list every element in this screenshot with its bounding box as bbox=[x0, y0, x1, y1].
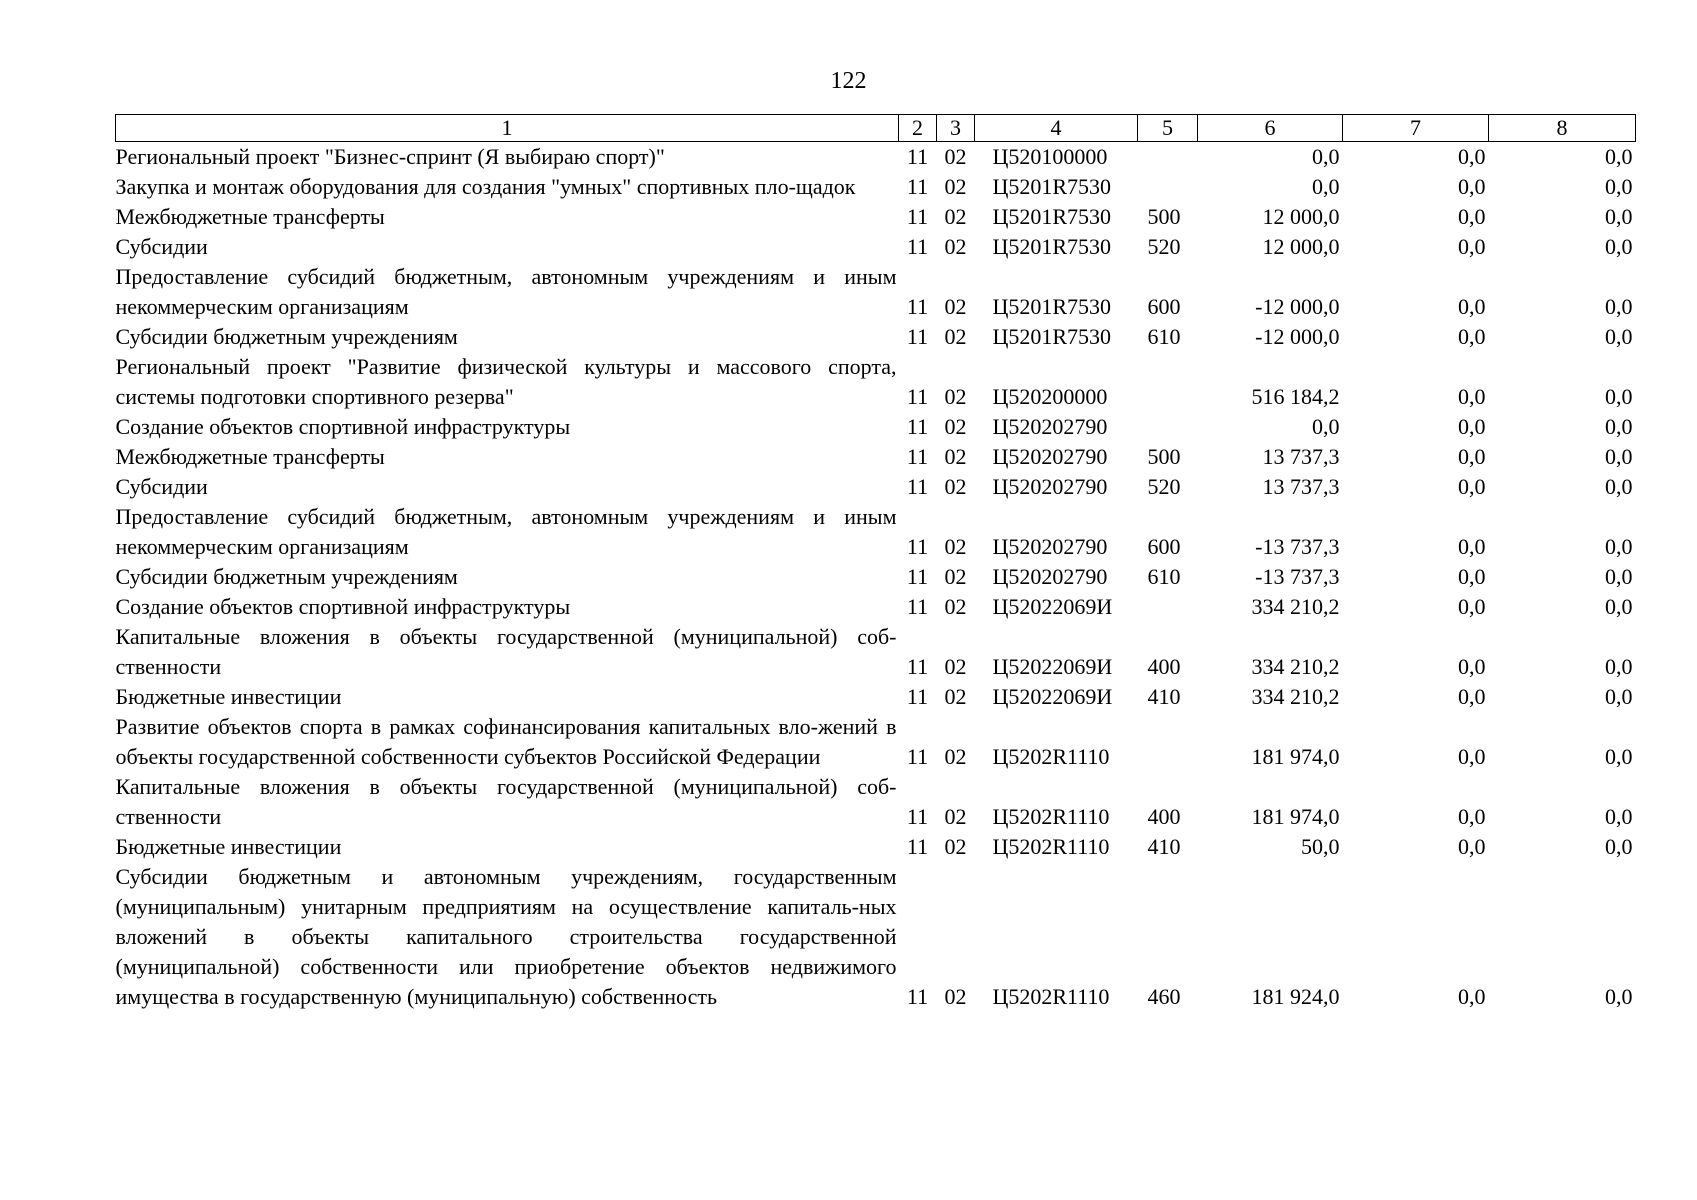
row-name-cell: Создание объектов спортивной инфраструктуры bbox=[115, 414, 571, 439]
expense-type-cell bbox=[1138, 142, 1198, 173]
expense-type-cell bbox=[1138, 352, 1198, 412]
column-header-5: 5 bbox=[1138, 115, 1198, 142]
amount-col8-cell: 0,0 bbox=[1605, 204, 1633, 229]
expense-type-cell: 610 bbox=[1147, 324, 1181, 349]
amount-col6-cell: -12 000,0 bbox=[1255, 324, 1340, 349]
amount-col7-cell: 0,0 bbox=[1458, 144, 1486, 169]
amount-col6-cell: 181 924,0 bbox=[1251, 984, 1340, 1009]
target-article-cell: Ц520202790 bbox=[992, 444, 1108, 469]
target-article-cell: Ц52022069И bbox=[992, 684, 1113, 709]
razdel-cell: 11 bbox=[906, 804, 929, 829]
table-row bbox=[116, 712, 1636, 772]
amount-col6-cell: 0,0 bbox=[1312, 144, 1340, 169]
podrazdel-cell: 02 bbox=[944, 174, 967, 199]
podrazdel-cell: 02 bbox=[944, 684, 967, 709]
amount-col8-cell: 0,0 bbox=[1605, 564, 1633, 589]
amount-col8-cell: 0,0 bbox=[1605, 594, 1633, 619]
amount-col6-cell: 0,0 bbox=[1312, 174, 1340, 199]
column-header-7: 7 bbox=[1343, 115, 1489, 142]
column-header-3: 3 bbox=[937, 115, 975, 142]
row-name-cell: Региональный проект "Развитие физической культуры и массового спорта, системы подготовки спортивного резерва" bbox=[115, 354, 897, 409]
expense-type-cell: 410 bbox=[1147, 834, 1181, 859]
row-name-cell: Капитальные вложения в объекты государственной (муниципальной) соб-ственности bbox=[115, 774, 897, 829]
podrazdel-cell: 02 bbox=[944, 654, 967, 679]
amount-col8-cell: 0,0 bbox=[1605, 744, 1633, 769]
amount-col7-cell: 0,0 bbox=[1458, 294, 1486, 319]
amount-col7-cell: 0,0 bbox=[1458, 444, 1486, 469]
amount-col7-cell: 0,0 bbox=[1458, 594, 1486, 619]
amount-col6-cell: 12 000,0 bbox=[1262, 204, 1340, 229]
expense-type-cell bbox=[1138, 172, 1198, 202]
razdel-cell: 11 bbox=[906, 204, 929, 229]
amount-col6-cell: 334 210,2 bbox=[1251, 654, 1340, 679]
table-row bbox=[116, 142, 1636, 173]
amount-col7-cell: 0,0 bbox=[1458, 564, 1486, 589]
table-row bbox=[116, 442, 1636, 472]
amount-col8-cell: 0,0 bbox=[1605, 474, 1633, 499]
amount-col8-cell: 0,0 bbox=[1605, 384, 1633, 409]
amount-col6-cell: 334 210,2 bbox=[1251, 684, 1340, 709]
podrazdel-cell: 02 bbox=[944, 324, 967, 349]
amount-col7-cell: 0,0 bbox=[1458, 384, 1486, 409]
amount-col8-cell: 0,0 bbox=[1605, 414, 1633, 439]
row-name-cell: Субсидии бюджетным и автономным учреждениям, государственным (муниципальным) унитарным предприятиям на осуществление капиталь-ных вложений в объекты капитального строительства государственной (муниципальной) собственности или приобретение объектов недвижимого имущества в государственную (муниципальную) собственность bbox=[115, 864, 897, 1009]
table-row bbox=[116, 502, 1636, 562]
razdel-cell: 11 bbox=[906, 384, 929, 409]
amount-col8-cell: 0,0 bbox=[1605, 444, 1633, 469]
page-number: 122 bbox=[830, 68, 867, 94]
razdel-cell: 11 bbox=[906, 294, 929, 319]
row-name-cell: Предоставление субсидий бюджетным, автономным учреждениям и иным некоммерческим организациям bbox=[115, 504, 897, 559]
amount-col8-cell: 0,0 bbox=[1605, 234, 1633, 259]
podrazdel-cell: 02 bbox=[944, 534, 967, 559]
target-article-cell: Ц5202R1110 bbox=[992, 804, 1110, 829]
expense-type-cell: 400 bbox=[1147, 804, 1181, 829]
column-header-2: 2 bbox=[899, 115, 937, 142]
table-row bbox=[116, 352, 1636, 412]
row-name-cell: Развитие объектов спорта в рамках софинансирования капитальных вло-жений в объекты государственной собственности субъектов Российской Федерации bbox=[115, 714, 897, 769]
expense-type-cell: 600 bbox=[1147, 294, 1181, 319]
target-article-cell: Ц520202790 bbox=[992, 534, 1108, 559]
table-row bbox=[116, 862, 1636, 1012]
row-name-cell: Предоставление субсидий бюджетным, автономным учреждениям и иным некоммерческим организациям bbox=[115, 264, 897, 319]
amount-col6-cell: 13 737,3 bbox=[1262, 444, 1340, 469]
table-row bbox=[116, 562, 1636, 592]
amount-col7-cell: 0,0 bbox=[1458, 984, 1486, 1009]
amount-col8-cell: 0,0 bbox=[1605, 804, 1633, 829]
podrazdel-cell: 02 bbox=[944, 444, 967, 469]
target-article-cell: Ц520202790 bbox=[992, 414, 1108, 439]
amount-col7-cell: 0,0 bbox=[1458, 744, 1486, 769]
expense-type-cell: 520 bbox=[1147, 474, 1181, 499]
amount-col7-cell: 0,0 bbox=[1458, 204, 1486, 229]
podrazdel-cell: 02 bbox=[944, 294, 967, 319]
amount-col6-cell: -12 000,0 bbox=[1255, 294, 1340, 319]
podrazdel-cell: 02 bbox=[944, 384, 967, 409]
table-row bbox=[116, 202, 1636, 232]
amount-col6-cell: 334 210,2 bbox=[1251, 594, 1340, 619]
podrazdel-cell: 02 bbox=[944, 804, 967, 829]
row-name-cell: Межбюджетные трансферты bbox=[115, 444, 385, 469]
target-article-cell: Ц52022069И bbox=[992, 594, 1113, 619]
column-header-6: 6 bbox=[1198, 115, 1343, 142]
expense-type-cell: 500 bbox=[1147, 444, 1181, 469]
row-name-cell: Региональный проект "Бизнес-спринт (Я выбираю спорт)" bbox=[115, 144, 665, 169]
podrazdel-cell: 02 bbox=[944, 414, 967, 439]
razdel-cell: 11 bbox=[906, 474, 929, 499]
podrazdel-cell: 02 bbox=[944, 984, 967, 1009]
podrazdel-cell: 02 bbox=[944, 204, 967, 229]
amount-col7-cell: 0,0 bbox=[1458, 834, 1486, 859]
amount-col6-cell: 516 184,2 bbox=[1251, 384, 1340, 409]
razdel-cell: 11 bbox=[906, 564, 929, 589]
column-number-header-row bbox=[116, 115, 1636, 142]
amount-col8-cell: 0,0 bbox=[1605, 174, 1633, 199]
razdel-cell: 11 bbox=[906, 174, 929, 199]
table-row bbox=[116, 322, 1636, 352]
razdel-cell: 11 bbox=[906, 744, 929, 769]
amount-col7-cell: 0,0 bbox=[1458, 804, 1486, 829]
row-name-cell: Межбюджетные трансферты bbox=[115, 204, 385, 229]
amount-col8-cell: 0,0 bbox=[1605, 144, 1633, 169]
podrazdel-cell: 02 bbox=[944, 744, 967, 769]
amount-col7-cell: 0,0 bbox=[1458, 684, 1486, 709]
expense-type-cell: 400 bbox=[1147, 654, 1181, 679]
podrazdel-cell: 02 bbox=[944, 474, 967, 499]
amount-col7-cell: 0,0 bbox=[1458, 234, 1486, 259]
target-article-cell: Ц5202R1110 bbox=[992, 834, 1110, 859]
table-body bbox=[116, 142, 1636, 1013]
amount-col7-cell: 0,0 bbox=[1458, 534, 1486, 559]
column-header-1: 1 bbox=[116, 115, 899, 142]
target-article-cell: Ц520200000 bbox=[992, 384, 1108, 409]
razdel-cell: 11 bbox=[906, 324, 929, 349]
amount-col8-cell: 0,0 bbox=[1605, 834, 1633, 859]
expense-type-cell: 410 bbox=[1147, 684, 1181, 709]
target-article-cell: Ц520202790 bbox=[992, 474, 1108, 499]
target-article-cell: Ц52022069И bbox=[992, 654, 1113, 679]
amount-col7-cell: 0,0 bbox=[1458, 654, 1486, 679]
row-name-cell: Бюджетные инвестиции bbox=[115, 684, 342, 709]
expense-type-cell bbox=[1138, 412, 1198, 442]
target-article-cell: Ц5201R7530 bbox=[992, 204, 1112, 229]
razdel-cell: 11 bbox=[906, 834, 929, 859]
amount-col7-cell: 0,0 bbox=[1458, 414, 1486, 439]
podrazdel-cell: 02 bbox=[944, 564, 967, 589]
target-article-cell: Ц5202R1110 bbox=[992, 984, 1110, 1009]
row-name-cell: Субсидии bbox=[115, 474, 208, 499]
target-article-cell: Ц5202R1110 bbox=[992, 744, 1110, 769]
row-name-cell: Субсидии бюджетным учреждениям bbox=[115, 324, 458, 349]
podrazdel-cell: 02 bbox=[944, 834, 967, 859]
row-name-cell: Создание объектов спортивной инфраструктуры bbox=[115, 594, 571, 619]
amount-col8-cell: 0,0 bbox=[1605, 684, 1633, 709]
amount-col8-cell: 0,0 bbox=[1605, 534, 1633, 559]
razdel-cell: 11 bbox=[906, 414, 929, 439]
amount-col6-cell: -13 737,3 bbox=[1255, 564, 1340, 589]
amount-col7-cell: 0,0 bbox=[1458, 174, 1486, 199]
table-row bbox=[116, 682, 1636, 712]
amount-col6-cell: -13 737,3 bbox=[1255, 534, 1340, 559]
target-article-cell: Ц520100000 bbox=[992, 144, 1108, 169]
expense-type-cell: 500 bbox=[1147, 204, 1181, 229]
row-name-cell: Бюджетные инвестиции bbox=[115, 834, 342, 859]
table-row bbox=[116, 832, 1636, 862]
table-row bbox=[116, 412, 1636, 442]
expense-type-cell bbox=[1138, 712, 1198, 772]
razdel-cell: 11 bbox=[906, 594, 929, 619]
expense-type-cell: 610 bbox=[1147, 564, 1181, 589]
amount-col7-cell: 0,0 bbox=[1458, 324, 1486, 349]
amount-col6-cell: 12 000,0 bbox=[1262, 234, 1340, 259]
column-header-8: 8 bbox=[1489, 115, 1636, 142]
target-article-cell: Ц5201R7530 bbox=[992, 294, 1112, 319]
expense-type-cell: 600 bbox=[1147, 534, 1181, 559]
razdel-cell: 11 bbox=[906, 654, 929, 679]
amount-col8-cell: 0,0 bbox=[1605, 324, 1633, 349]
razdel-cell: 11 bbox=[906, 444, 929, 469]
table-row bbox=[116, 172, 1636, 202]
table-row bbox=[116, 262, 1636, 322]
razdel-cell: 11 bbox=[906, 234, 929, 259]
amount-col6-cell: 50,0 bbox=[1301, 834, 1340, 859]
amount-col8-cell: 0,0 bbox=[1605, 294, 1633, 319]
expense-type-cell bbox=[1138, 592, 1198, 622]
target-article-cell: Ц5201R7530 bbox=[992, 234, 1112, 259]
column-header-4: 4 bbox=[975, 115, 1138, 142]
table-row bbox=[116, 622, 1636, 682]
razdel-cell: 11 bbox=[906, 684, 929, 709]
amount-col8-cell: 0,0 bbox=[1605, 654, 1633, 679]
razdel-cell: 11 bbox=[906, 984, 929, 1009]
razdel-cell: 11 bbox=[906, 534, 929, 559]
table-row bbox=[116, 772, 1636, 832]
row-name-cell: Субсидии bbox=[115, 234, 208, 259]
expense-type-cell: 520 bbox=[1147, 234, 1181, 259]
amount-col8-cell: 0,0 bbox=[1605, 984, 1633, 1009]
amount-col7-cell: 0,0 bbox=[1458, 474, 1486, 499]
target-article-cell: Ц520202790 bbox=[992, 564, 1108, 589]
podrazdel-cell: 02 bbox=[944, 144, 967, 169]
row-name-cell: Закупка и монтаж оборудования для создания "умных" спортивных пло-щадок bbox=[115, 174, 856, 199]
podrazdel-cell: 02 bbox=[944, 594, 967, 619]
amount-col6-cell: 13 737,3 bbox=[1262, 474, 1340, 499]
expense-type-cell: 460 bbox=[1147, 984, 1181, 1009]
amount-col6-cell: 181 974,0 bbox=[1251, 744, 1340, 769]
table-row bbox=[116, 592, 1636, 622]
amount-col6-cell: 181 974,0 bbox=[1251, 804, 1340, 829]
razdel-cell: 11 bbox=[906, 144, 929, 169]
table-row bbox=[116, 472, 1636, 502]
target-article-cell: Ц5201R7530 bbox=[992, 324, 1112, 349]
budget-table bbox=[115, 114, 1636, 1012]
amount-col6-cell: 0,0 bbox=[1312, 414, 1340, 439]
row-name-cell: Капитальные вложения в объекты государственной (муниципальной) соб-ственности bbox=[115, 624, 897, 679]
target-article-cell: Ц5201R7530 bbox=[992, 174, 1112, 199]
podrazdel-cell: 02 bbox=[944, 234, 967, 259]
row-name-cell: Субсидии бюджетным учреждениям bbox=[115, 564, 458, 589]
table-row bbox=[116, 232, 1636, 262]
